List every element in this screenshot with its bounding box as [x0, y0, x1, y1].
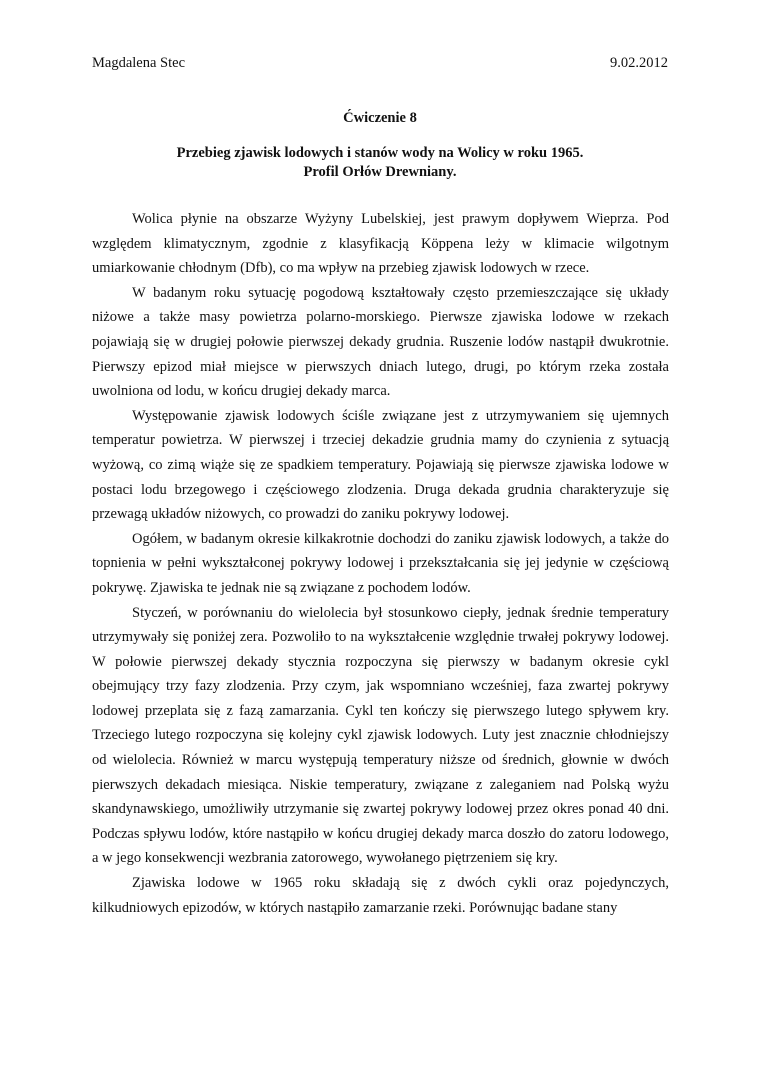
exercise-title: Ćwiczenie 8 — [343, 110, 417, 126]
paragraph: Występowanie zjawisk lodowych ściśle związane jest z utrzymywaniem się ujemnych temperatur powietrza. W pierwszej i trzeciej dekadzie grudnia mamy do czynienia z sytuacją wyżową, co zimą wiąże się ze spadkiem temperatury. Pojawiają się pierwsze zjawiska lodowe w postaci lodu brzegowego i częściowego zlodzenia. Druga dekada grudnia charakteryzuje się przewagą układów niżowych, co prowadzi do zaniku pokrywy lodowej. — [92, 407, 669, 523]
paragraph: Wolica płynie na obszarze Wyżyny Lubelskiej, jest prawym dopływem Wieprza. Pod względem klimatycznym, zgodnie z klasyfikacją Köppena leży w klimacie wilgotnym umiarkowanie chłodnym (Dfb), co ma wpływ na przebieg zjawisk lodowych w rzece. — [92, 211, 669, 277]
document-date: 9.02.2012 — [610, 55, 668, 71]
document-body — [92, 207, 669, 920]
document-subtitle — [92, 144, 668, 182]
author-name: Magdalena Stec — [92, 55, 186, 71]
paragraph: Ogółem, w badanym okresie kilkakrotnie dochodzi do zaniku zjawisk lodowych, a także do topnienia w pełni wykształconej pokrywy lodowej i przekształcania się jej jedynie w częściową pokrywę. Zjawiska te jednak nie są związane z pochodem lodów. — [92, 530, 669, 596]
paragraph: Styczeń, w porównaniu do wielolecia był stosunkowo ciepły, jednak średnie temperatury utrzymywały się poniżej zera. Pozwoliło to na wykształcenie względnie trwałej pokrywy lodowej. W połowie pierwszej dekady stycznia rozpoczyna się pierwszy w badanym okresie cykl obejmujący trzy fazy zlodzenia. Przy czym, jak wspomniano wcześniej, faza zwartej pokrywy lodowej przeplata się z fazą zamarzania. Cykl ten kończy się pierwszego lutego spływem kry. Trzeciego lutego rozpoczyna się kolejny cykl zjawisk lodowych. Luty jest znacznie chłodniejszy od wielolecia. Również w marcu występują temperatury niższe od średnich, głownie w dwóch pierwszych dekadach miesiąca. Niskie temperatury, związane z zaleganiem nad Polską wyżu skandynawskiego, umożliwiły utrzymanie się zwartej pokrywy lodowej przez okres ponad 40 dni. Podczas spływu lodów, które nastąpiło w końcu drugiej dekady marca doszło do zatoru lodowego, a w jego konsekwencji wezbrania zatorowego, wywołanego piętrzeniem się kry. — [92, 604, 669, 867]
page-header — [92, 55, 668, 75]
paragraph: Zjawiska lodowe w 1965 roku składają się z dwóch cykli oraz pojedynczych, kilkudniowych epizodów, w których nastąpiło zamarzanie rzeki. Porównując badane stany — [92, 875, 669, 916]
subtitle-line-2: Profil Orłów Drewniany. — [303, 164, 457, 180]
paragraph: W badanym roku sytuację pogodową kształtowały często przemieszczające się układy niżowe a także masy powietrza polarno-morskiego. Pierwsze zjawiska lodowe w rzekach pojawiają się w drugiej połowie pierwszej dekady grudnia. Ruszenie lodów nastąpił dwukrotnie. Pierwszy epizod miał miejsce w pierwszych dniach lutego, drugi, po którym rzeka została uwolniona od lodu, w końcu drugiej dekady marca. — [92, 284, 669, 400]
subtitle-line-1: Przebieg zjawisk lodowych i stanów wody na Wolicy w roku 1965. — [176, 145, 584, 161]
